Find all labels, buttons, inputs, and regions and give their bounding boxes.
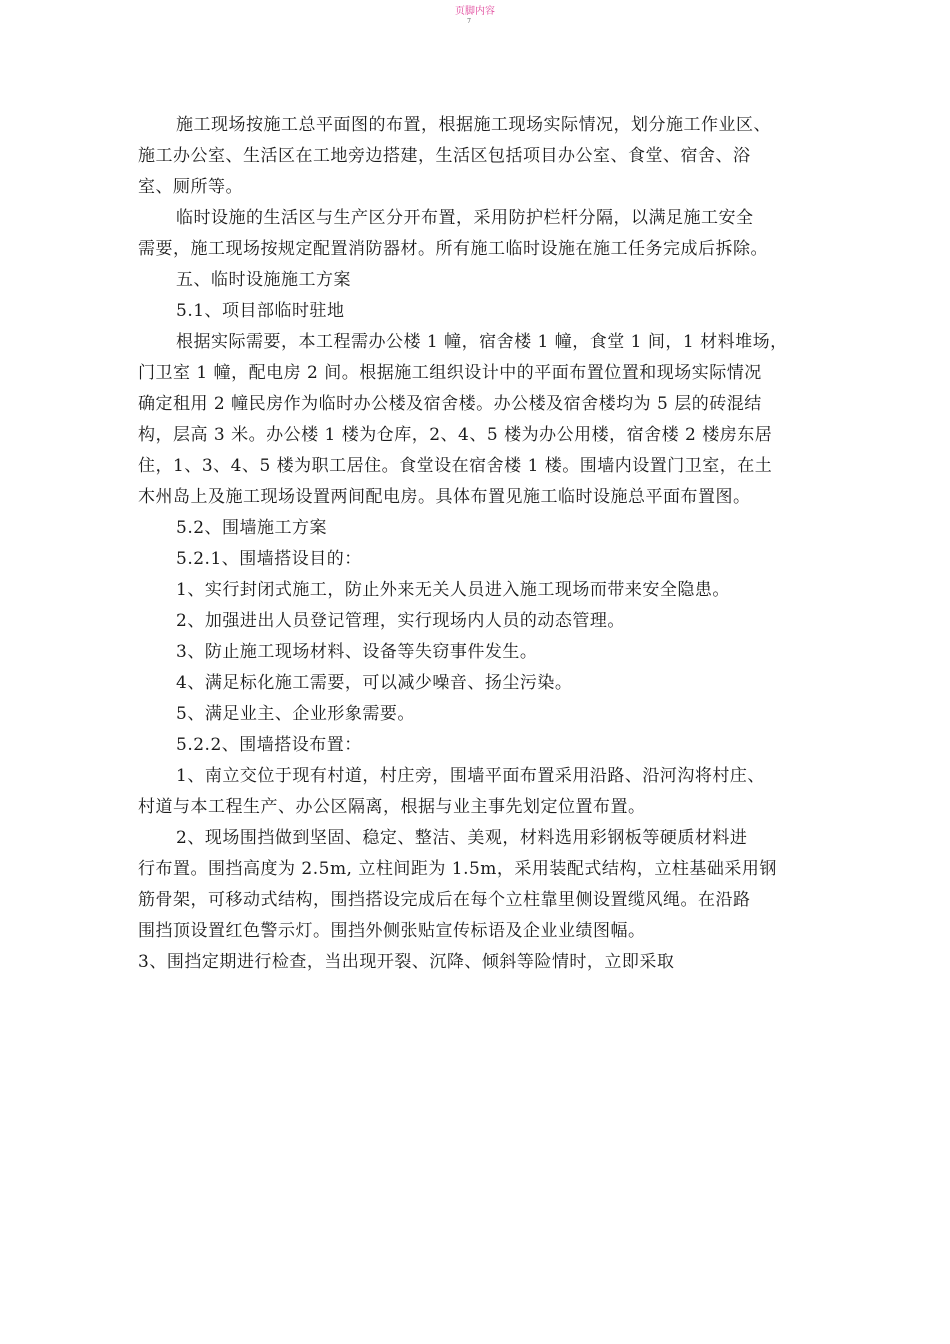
- section-heading: 五、临时设施施工方案: [176, 270, 351, 290]
- document-body: [138, 110, 838, 978]
- paragraph-line: 村道与本工程生产、办公区隔离，根据与业主事先划定位置布置。: [138, 797, 646, 817]
- paragraph-line: 根据实际需要，本工程需办公楼 1 幢，宿舍楼 1 幢，食堂 1 间，1 材料堆场，: [176, 332, 788, 352]
- paragraph-line: 临时设施的生活区与生产区分开布置，采用防护栏杆分隔，以满足施工安全: [176, 208, 754, 228]
- page-header: [0, 6, 950, 25]
- subsection-heading: 5.2.2、围墙搭设布置：: [176, 735, 362, 755]
- paragraph-line: 门卫室 1 幢，配电房 2 间。根据施工组织设计中的平面布置位置和现场实际情况: [138, 363, 762, 383]
- paragraph-line: 木州岛上及施工现场设置两间配电房。具体布置见施工临时设施总平面布置图。: [138, 487, 751, 507]
- paragraph-line: 围挡顶设置红色警示灯。围挡外侧张贴宣传标语及企业业绩图幅。: [138, 921, 646, 941]
- list-item: 2、现场围挡做到坚固、稳定、整洁、美观，材料选用彩钢板等硬质材料进: [176, 828, 748, 848]
- page-number: 7: [467, 18, 471, 25]
- subsection-heading: 5.2、围墙施工方案: [176, 518, 328, 538]
- paragraph-line: 需要，施工现场按规定配置消防器材。所有施工临时设施在施工任务完成后拆除。: [138, 239, 768, 259]
- paragraph-line: 住，1、3、4、5 楼为职工居住。食堂设在宿舍楼 1 楼。围墙内设置门卫室，在土: [138, 456, 773, 476]
- list-item: 2、加强进出人员登记管理，实行现场内人员的动态管理。: [176, 611, 625, 631]
- paragraph-line: 筋骨架，可移动式结构，围挡搭设完成后在每个立柱靠里侧设置缆风绳。在沿路: [138, 890, 751, 910]
- subsection-heading: 5.2.1、围墙搭设目的：: [176, 549, 362, 569]
- list-item: 1、实行封闭式施工，防止外来无关人员进入施工现场而带来安全隐患。: [176, 580, 730, 600]
- list-item: 3、围挡定期进行检查，当出现开裂、沉降、倾斜等险情时，立即采取: [138, 952, 675, 972]
- paragraph-line: 构，层高 3 米。办公楼 1 楼为仓库，2、4、5 楼为办公用楼，宿舍楼 2 楼房东居: [138, 425, 773, 445]
- paragraph-line: 确定租用 2 幢民房作为临时办公楼及宿舍楼。办公楼及宿舍楼均为 5 层的砖混结: [138, 394, 762, 414]
- paragraph-line: 施工办公室、生活区在工地旁边搭建，生活区包括项目办公室、食堂、宿舍、浴: [138, 146, 751, 166]
- header-title: 页脚内容: [455, 6, 495, 17]
- list-item: 3、防止施工现场材料、设备等失窃事件发生。: [176, 642, 538, 662]
- list-item: 1、南立交位于现有村道，村庄旁，围墙平面布置采用沿路、沿河沟将村庄、: [176, 766, 765, 786]
- paragraph-line: 室、厕所等。: [138, 177, 243, 197]
- subsection-heading: 5.1、项目部临时驻地: [176, 301, 345, 321]
- paragraph-line: 施工现场按施工总平面图的布置，根据施工现场实际情况，划分施工作业区、: [176, 115, 771, 135]
- list-item: 4、满足标化施工需要，可以减少噪音、扬尘污染。: [176, 673, 573, 693]
- paragraph-line: 行布置。围挡高度为 2.5m, 立柱间距为 1.5m，采用装配式结构，立柱基础采用钢: [138, 859, 777, 879]
- list-item: 5、满足业主、企业形象需要。: [176, 704, 415, 724]
